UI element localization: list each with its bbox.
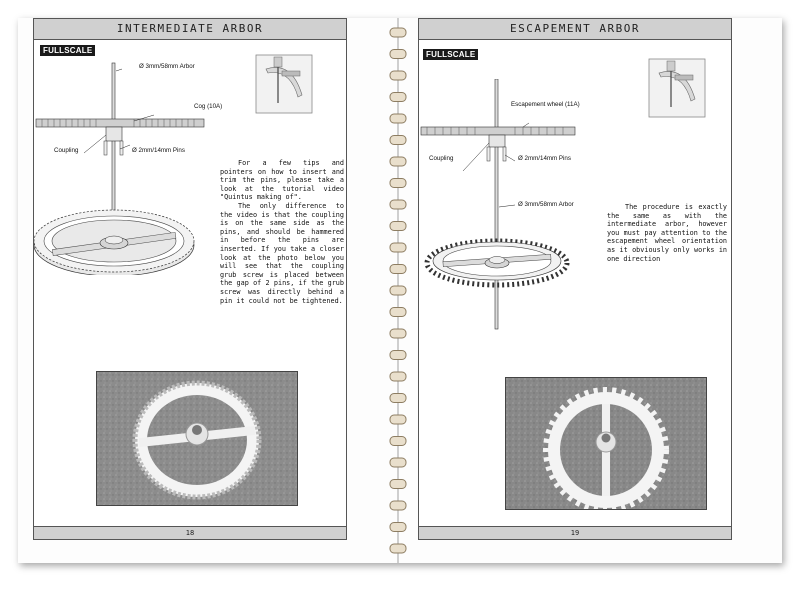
binding-coil xyxy=(390,265,406,274)
binding-coil xyxy=(390,157,406,166)
page-title: INTERMEDIATE ARBOR xyxy=(34,19,346,40)
binding-coil xyxy=(390,179,406,188)
binding-coil xyxy=(390,523,406,532)
label-coupling: Coupling xyxy=(54,147,79,154)
binding-coil xyxy=(390,200,406,209)
binding-coil xyxy=(390,243,406,252)
page-number: 19 xyxy=(419,526,731,539)
binding-coil xyxy=(390,136,406,145)
assembly-thumbnail xyxy=(252,49,320,117)
fullscale-badge: FULLSCALE xyxy=(40,45,95,56)
page-intermediate-arbor xyxy=(33,18,347,540)
paragraph: The only difference to the video is that the coupling is on the same side as the pins, and should be hammered in before the pins are inserted. If you take a closer look at the photo below you will see that the coupling grub screw is placed between the gap of 2 pins, if the grub screw was directly behind a pin it could not be tightened. xyxy=(220,201,344,305)
label-pins: Ø 2mm/14mm Pins xyxy=(132,147,185,154)
binding-coil xyxy=(390,222,406,231)
paragraph: For a few tips and pointers on how to insert and trim the pins, please take a look at the tutorial video "Quintus making of". xyxy=(220,159,344,202)
label-escapement-wheel: Escapement wheel (11A) xyxy=(511,101,580,108)
label-arbor: Ø 3mm/58mm Arbor xyxy=(139,63,195,70)
binding-coil xyxy=(390,28,406,37)
fullscale-badge: FULLSCALE xyxy=(423,49,478,60)
binding-coil xyxy=(390,480,406,489)
escapement-arbor-illustration xyxy=(419,79,599,339)
page-title: ESCAPEMENT ARBOR xyxy=(419,19,731,40)
page-number: 18 xyxy=(34,526,346,539)
binding-coil xyxy=(390,329,406,338)
binding-coil xyxy=(390,71,406,80)
paragraph: The procedure is exactly the same as with the intermediate arbor, however you must pay attention to the escapement wheel orientation as it obviously only works in one direction xyxy=(607,203,727,263)
label-pins: Ø 2mm/14mm Pins xyxy=(518,155,571,162)
binding-coil xyxy=(390,544,406,553)
binding-coil xyxy=(390,415,406,424)
intermediate-arbor-illustration xyxy=(34,55,214,275)
photo-cog-assembly xyxy=(96,371,298,506)
binding-coil xyxy=(390,351,406,360)
assembly-thumbnail xyxy=(645,53,713,121)
binding-coil xyxy=(390,114,406,123)
binding-coil xyxy=(390,394,406,403)
binding-coil xyxy=(390,50,406,59)
binding-coil xyxy=(390,501,406,510)
binding-coil xyxy=(390,308,406,317)
instructions-text xyxy=(220,159,344,305)
spiral-binding xyxy=(387,18,409,568)
binding-coil xyxy=(390,286,406,295)
label-cog: Cog (10A) xyxy=(194,103,223,110)
binding-coil xyxy=(390,458,406,467)
photo-escapement-wheel xyxy=(505,377,707,510)
label-coupling: Coupling xyxy=(429,155,454,162)
binding-coil xyxy=(390,372,406,381)
label-arbor: Ø 3mm/58mm Arbor xyxy=(518,201,574,208)
binding-coil xyxy=(390,437,406,446)
instructions-text xyxy=(607,203,727,263)
page-escapement-arbor xyxy=(418,18,732,540)
binding-coil xyxy=(390,93,406,102)
